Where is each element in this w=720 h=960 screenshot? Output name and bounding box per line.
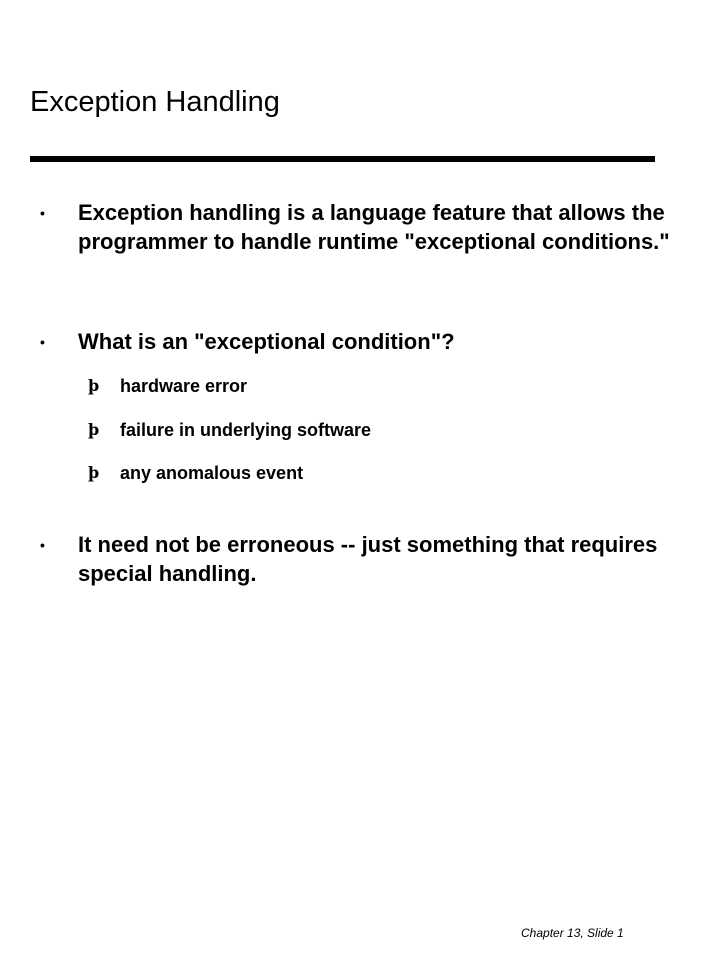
thorn-bullet-icon: þ — [88, 420, 100, 439]
thorn-bullet-icon: þ — [88, 463, 100, 482]
bullet-dot-icon: • — [40, 334, 45, 350]
bullet-text: What is an "exceptional condition"? — [78, 329, 455, 354]
bullet-text: It need not be erroneous -- just something that requires special handling. — [78, 532, 658, 586]
sub-bullet-text: failure in underlying software — [120, 420, 372, 440]
title-underline — [30, 156, 655, 162]
slide-footer: Chapter 13, Slide 1 — [521, 926, 624, 940]
bullet-dot-icon: • — [40, 537, 45, 553]
sub-bullet-text: hardware error — [120, 376, 248, 396]
sub-bullet-text: any anomalous event — [120, 463, 304, 483]
thorn-bullet-icon: þ — [88, 376, 100, 395]
bullet-text: Exception handling is a language feature that allows the programmer to handle runtime "exceptional conditions." — [78, 200, 670, 254]
bullet-dot-icon: • — [40, 205, 45, 221]
slide-title: Exception Handling — [30, 86, 280, 118]
